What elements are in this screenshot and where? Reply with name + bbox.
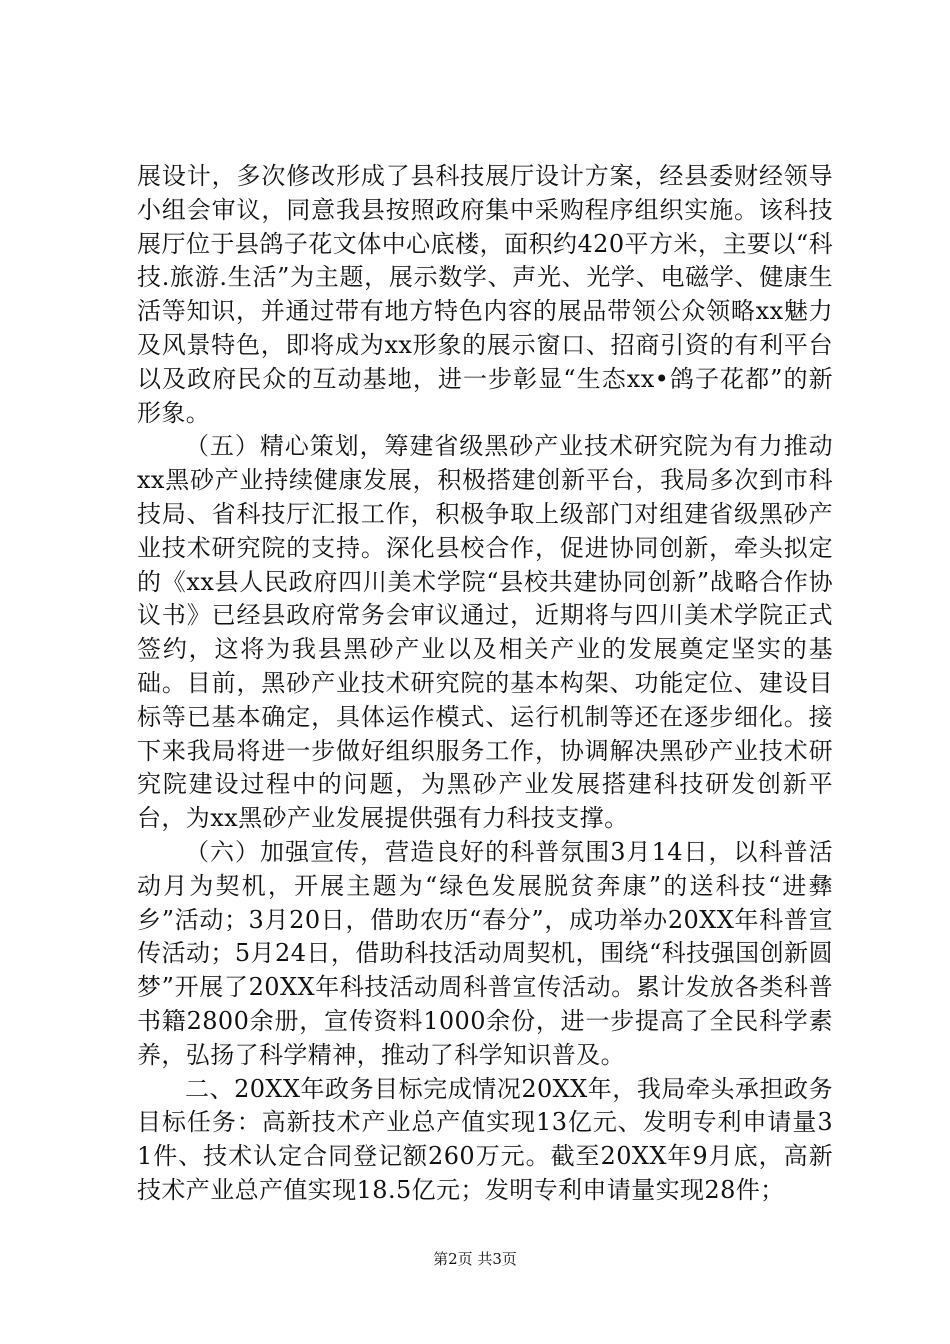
document-body [137,160,833,1208]
paragraph-government-targets: 二、20XX年政务目标完成情况20XX年，我局牵头承担政务目标任务：高新技术产业总产值实现13亿元、发明专利申请量31件、技术认定合同登记额260万元。截至20XX年9月底，高新技术产业总产值实现18.5亿元；发明专利申请量实现28件； [137,1074,833,1204]
paragraph-science-publicity: （六）加强宣传，营造良好的科普氛围3月14日，以科普活动月为契机，开展主题为“绿色发展脱贫奔康”的送科技“进彝乡”活动；3月20日，借助农历“春分”，成功举办20XX年科普宣传活动；5月24日，借助科技活动周契机，围绕“科技强国创新圆梦”开展了20XX年科技活动周科普宣传活动。累计发放各类科普书籍2800余册，宣传资料1000余份，进一步提高了全民科学素养，弘扬了科学精神，推动了科学知识普及。 [137,837,833,1069]
paragraph-black-sand-institute: （五）精心策划，筹建省级黑砂产业技术研究院为有力推动xx黑砂产业持续健康发展，积极搭建创新平台，我局多次到市科技局、省科技厅汇报工作，积极争取上级部门对组建省级黑砂产业技术研究院的支持。深化县校合作，促进协同创新，牵头拟定的《xx县人民政府四川美术学院“县校共建协同创新”战略合作协议书》已经县政府常务会审议通过，近期将与四川美术学院正式签约，这将为我县黑砂产业以及相关产业的发展奠定坚实的基础。目前，黑砂产业技术研究院的基本构架、功能定位、建设目标等已基本确定，具体运作模式、运行机制等还在逐步细化。接下来我局将进一步做好组织服务工作，协调解决黑砂产业技术研究院建设过程中的问题，为黑砂产业发展搭建科技研发创新平台，为xx黑砂产业发展提供强有力科技支撑。 [137,432,833,833]
page-number-footer: 第2页 共3页 [433,1250,517,1268]
paragraph-exhibition-hall: 展设计，多次修改形成了县科技展厅设计方案，经县委财经领导小组会审议，同意我县按照政府集中采购程序组织实施。该科技展厅位于县鸽子花文体中心底楼，面积约420平方米，主要以“科技.旅游.生活”为主题，展示数学、声光、光学、电磁学、健康生活等知识，并通过带有地方特色内容的展品带领公众领略xx魅力及风景特色，即将成为xx形象的展示窗口、招商引资的有利平台以及政府民众的互动基地，进一步彰显“生态xx•鸽子花都”的新形象。 [137,162,833,427]
